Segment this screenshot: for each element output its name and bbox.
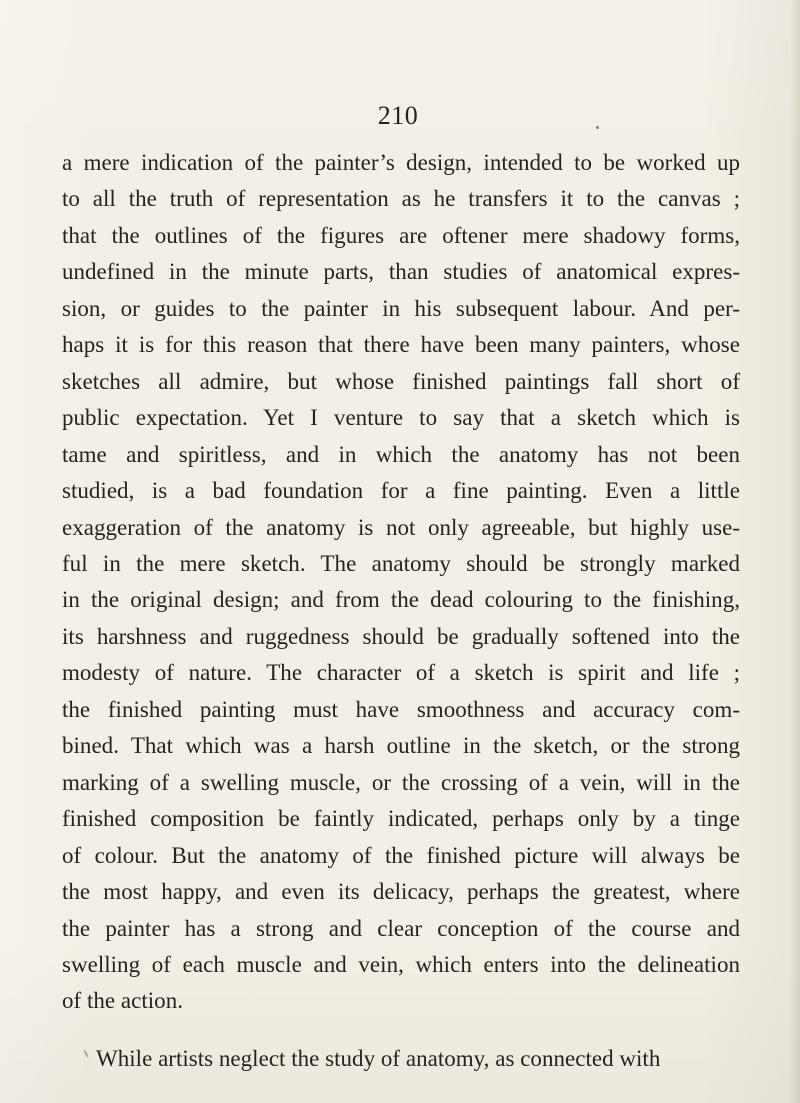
- text-line: modesty of nature. The character of a sketch is spirit and life ;: [62, 660, 740, 686]
- text-line: sketches all admire, but whose finished paintings fall short of: [62, 368, 740, 394]
- text-line-last: of the action.: [62, 988, 183, 1014]
- text-line: public expectation. Yet I venture to say that a sketch which is: [62, 405, 740, 431]
- text-line: the most happy, and even its delicacy, perhaps the greatest, where: [62, 879, 740, 905]
- text-line: haps it is for this reason that there have been many painters, whose: [62, 332, 740, 358]
- text-line: the finished painting must have smoothness and accuracy com-: [62, 696, 740, 722]
- paragraph-two-first-line: While artists neglect the study of anatomy, as connected with: [96, 1045, 661, 1071]
- paragraph-gap: [62, 1020, 740, 1041]
- text-line: ful in the mere sketch. The anatomy should be strongly marked: [62, 550, 740, 576]
- text-line: finished composition be faintly indicated, perhaps only by a tinge: [62, 806, 740, 832]
- text-line: swelling of each muscle and vein, which enters into the delineation: [62, 951, 740, 977]
- text-line: undefined in the minute parts, than studies of anatomical expres-: [62, 259, 740, 285]
- text-line: the painter has a strong and clear conception of the course and: [62, 915, 740, 941]
- text-line: of colour. But the anatomy of the finished picture will always be: [62, 842, 740, 868]
- page-edge-shadow: [790, 0, 800, 1103]
- text-line: its harshness and ruggedness should be gradually softened into the: [62, 623, 740, 649]
- text-line: bined. That which was a harsh outline in the sketch, or the strong: [62, 733, 740, 759]
- paper-speck: [596, 126, 599, 129]
- text-line: sion, or guides to the painter in his subsequent labour. And per-: [62, 295, 740, 321]
- text-line: marking of a swelling muscle, or the crossing of a vein, will in the: [62, 769, 740, 795]
- text-line: to all the truth of representation as he transfers it to the canvas ;: [62, 186, 740, 212]
- page-number: 210: [377, 101, 419, 130]
- text-line: tame and spiritless, and in which the anatomy has not been: [62, 441, 740, 467]
- text-line: in the original design; and from the dead colouring to the finishing,: [62, 587, 740, 613]
- body-text: [62, 145, 740, 1077]
- text-line: a mere indication of the painter’s design, intended to be worked up: [62, 150, 740, 175]
- text-line: that the outlines of the figures are oftener mere shadowy forms,: [62, 222, 740, 248]
- text-line: studied, is a bad foundation for a fine painting. Even a little: [62, 478, 740, 504]
- text-line: exaggeration of the anatomy is not only agreeable, but highly use-: [62, 514, 740, 540]
